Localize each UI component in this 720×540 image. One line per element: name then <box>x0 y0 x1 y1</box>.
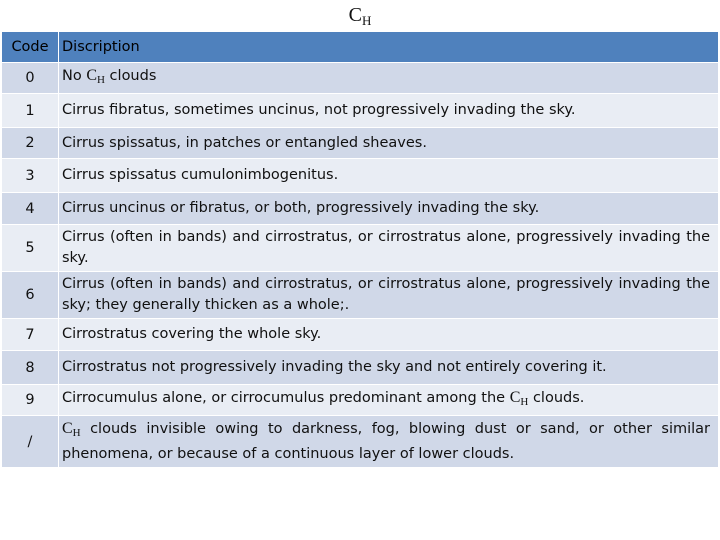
table-row <box>2 416 719 468</box>
description-text-tail: clouds. <box>528 390 585 406</box>
ch-symbol: $C_H$ <box>62 420 81 439</box>
row-code: / <box>2 416 59 468</box>
table-row <box>2 128 719 159</box>
row-code: 9 <box>2 385 59 416</box>
table-row <box>2 225 719 272</box>
row-code: 4 <box>2 193 59 225</box>
row-description <box>59 193 719 225</box>
row-code: 2 <box>2 128 59 159</box>
table-row <box>2 94 719 128</box>
row-description <box>59 351 719 385</box>
table-header-row <box>2 32 719 63</box>
row-description <box>59 319 719 351</box>
row-description <box>59 63 719 94</box>
page-title: $C_H$ <box>348 4 372 28</box>
table-row <box>2 159 719 193</box>
table-row <box>2 319 719 351</box>
description-text: Cirrus uncinus or fibratus, or both, progressively invading the sky. <box>62 200 540 216</box>
row-description <box>59 272 719 319</box>
description-text: No <box>62 68 87 84</box>
description-text: Cirrus (often in bands) and cirrostratus, or cirrostratus alone, progressively invading the sky; they generally thicken as a whole;. <box>62 276 710 313</box>
description-text: Cirrus spissatus, in patches or entangled sheaves. <box>62 134 427 151</box>
row-code: 6 <box>2 272 59 319</box>
table-row <box>2 351 719 385</box>
cloud-code-table <box>1 31 719 468</box>
description-text: Cirrostratus covering the whole sky. <box>62 326 322 342</box>
column-header-code: Code <box>2 32 59 63</box>
row-description <box>59 159 719 193</box>
row-code: 7 <box>2 319 59 351</box>
ch-symbol: $C_H$ <box>509 389 529 408</box>
row-description <box>59 128 719 159</box>
description-text-tail: clouds <box>104 68 157 84</box>
row-code: 3 <box>2 159 59 193</box>
column-header-description: Discription <box>59 32 719 63</box>
table-row <box>2 193 719 225</box>
description-text: Cirrostratus not progressively invading the sky and not entirely covering it. <box>62 359 607 375</box>
row-code: 0 <box>2 63 59 94</box>
row-description <box>59 385 719 416</box>
description-text: Cirrus spissatus cumulonimbogenitus. <box>62 167 339 183</box>
table-row <box>2 63 719 94</box>
table-row <box>2 385 719 416</box>
description-text: Cirrus (often in bands) and cirrostratus, or cirrostratus alone, progressively invading the sky. <box>62 229 710 266</box>
row-description <box>59 416 719 468</box>
table-row <box>2 272 719 319</box>
description-text: Cirrus fibratus, sometimes uncinus, not progressively invading the sky. <box>62 102 576 118</box>
row-code: 1 <box>2 94 59 128</box>
ch-symbol: $C_H$ <box>86 67 105 86</box>
row-description <box>59 94 719 128</box>
row-code: 8 <box>2 351 59 385</box>
description-text-tail: clouds invisible owing to darkness, fog, blowing dust or sand, or other similar phenomena, or because of a continuous layer of lower clouds. <box>62 421 710 462</box>
row-description <box>59 225 719 272</box>
row-code: 5 <box>2 225 59 272</box>
description-text: Cirrocumulus alone, or cirrocumulus predominant among the <box>62 390 510 406</box>
